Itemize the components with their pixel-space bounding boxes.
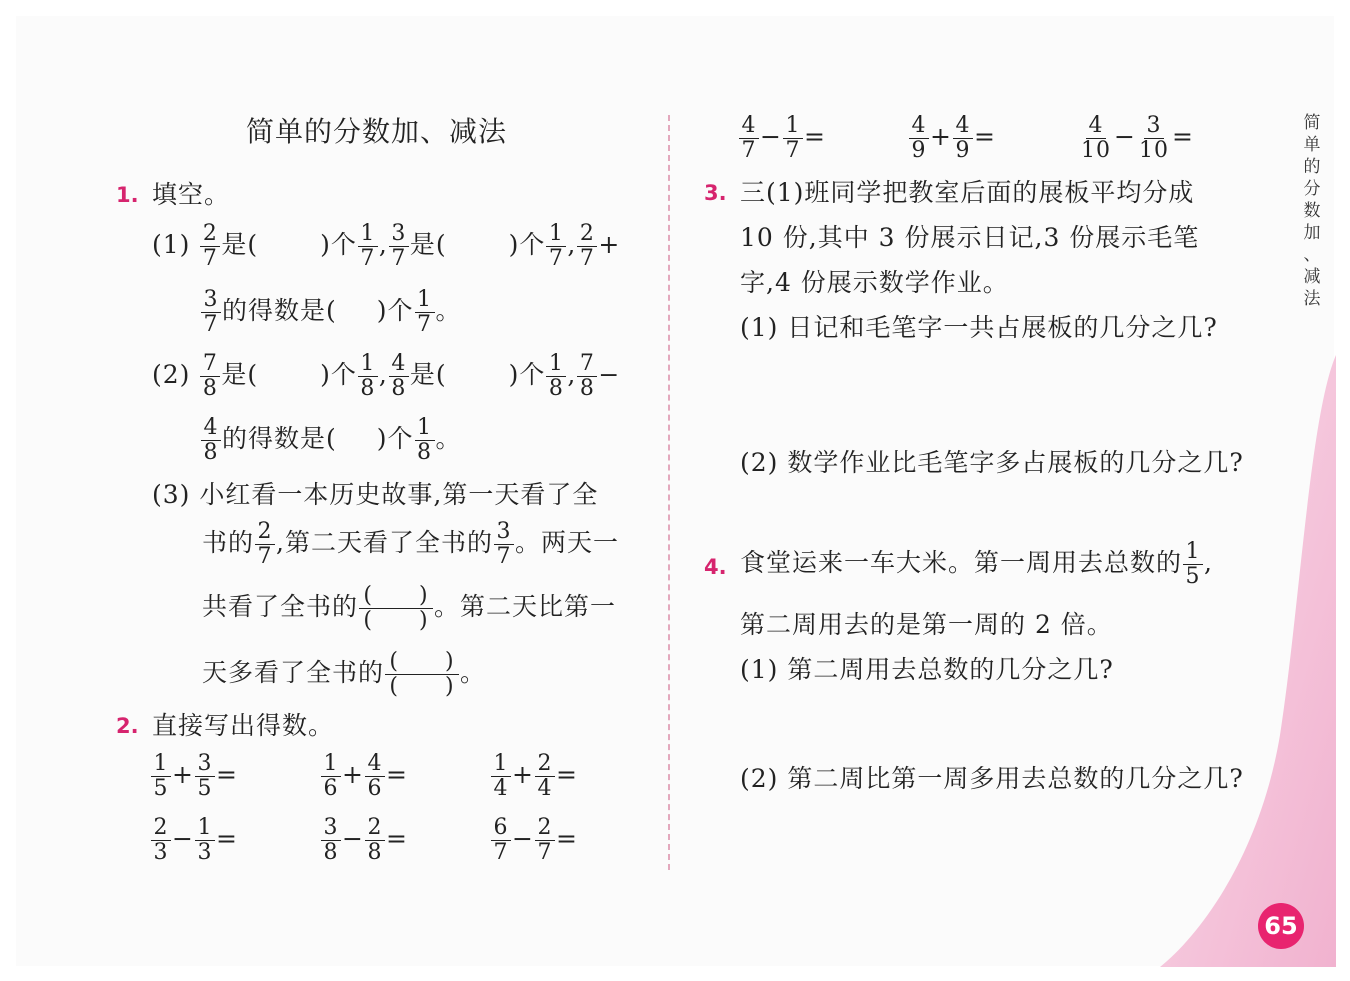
frac: $\frac{3}{7}$ (494, 520, 514, 569)
q3-sub1: (1) 日记和毛笔字一共占展板的几分之几? (740, 313, 1218, 342)
frac: $\frac{1}{5}$ (1183, 540, 1203, 589)
q2-expr: $\frac{4}{7}$ − $\frac{1}{7}$ = (738, 114, 826, 163)
q3-number: 3. (704, 181, 727, 205)
frac: $\frac{4}{8}$ (201, 416, 221, 465)
corner-decoration (1160, 355, 1336, 967)
q3-line3: 字,4 份展示数学作业。 (740, 268, 1009, 297)
q3-line2: 10 份,其中 3 份展示日记,3 份展示毛笔 (740, 223, 1200, 252)
frac: $\frac{1}{8}$ (415, 416, 435, 465)
page-title: 简单的分数加、减法 (246, 115, 508, 148)
frac: $\frac{2}{7}$ (255, 520, 275, 569)
q2-expr: $\frac{2}{3}$ − $\frac{1}{3}$ = (150, 816, 238, 865)
q2-expr: $\frac{3}{8}$ − $\frac{2}{8}$ = (320, 816, 408, 865)
q1-part3-line4: 天多看了全书的 $\frac{( )}{( )}$ 。 (202, 649, 487, 699)
frac: $\frac{7}{8}$ (577, 352, 597, 401)
column-divider (668, 115, 670, 870)
q1-part3-line3: 共看了全书的 $\frac{( )}{( )}$ 。第二天比第一 (202, 583, 617, 633)
frac: $\frac{1}{7}$ (546, 222, 566, 271)
q4-sub1: (1) 第二周用去总数的几分之几? (740, 655, 1114, 684)
q2-number: 2. (116, 714, 139, 738)
q1-number: 1. (116, 183, 139, 207)
answer-blank-fraction[interactable]: $\frac{( )}{( )}$ (385, 650, 459, 699)
frac: $\frac{3}{7}$ (389, 222, 409, 271)
frac: $\frac{7}{8}$ (200, 352, 220, 401)
q1-part3-line1: (3) 小红看一本历史故事,第一天看了全 (152, 480, 599, 509)
q2-expr: $\frac{6}{7}$ − $\frac{2}{7}$ = (490, 816, 578, 865)
q3-line1: 三(1)班同学把教室后面的展板平均分成 (740, 178, 1195, 207)
q4-sub2: (2) 第二周比第一周多用去总数的几分之几? (740, 764, 1244, 793)
q2-expr: $\frac{4}{9}$ + $\frac{4}{9}$ = (908, 114, 996, 163)
q1-part2-line1: (2) $\frac{7}{8}$ 是( )个 $\frac{1}{8}$ , $\frac{4}{8}$ 是( )个 $\frac{1}{8}$ , $\frac{7}{8}$ − (152, 351, 621, 401)
q1-part2-line2: $\frac{4}{8}$ 的得数是( )个 $\frac{1}{8}$ 。 (200, 416, 462, 465)
q2-expr: $\frac{1}{5}$ + $\frac{3}{5}$ = (150, 752, 238, 801)
q2-expr: $\frac{4}{10}$ − $\frac{3}{10}$ = (1081, 113, 1194, 163)
q4-number: 4. (704, 555, 727, 579)
q2-label: 直接写出得数。 (152, 711, 335, 740)
frac: $\frac{1}{7}$ (415, 288, 435, 337)
q2-expr: $\frac{1}{6}$ + $\frac{4}{6}$ = (320, 752, 408, 801)
q2-expr: $\frac{1}{4}$ + $\frac{2}{4}$ = (490, 752, 578, 801)
q3-sub2: (2) 数学作业比毛笔字多占展板的几分之几? (740, 448, 1244, 477)
frac: $\frac{1}{8}$ (546, 352, 566, 401)
side-section-label: 简 单 的 分 数 加 、 减 法 (1303, 113, 1321, 309)
page-number-badge: 65 (1258, 903, 1304, 949)
q1-label: 填空。 (152, 180, 231, 209)
q4-line1: 食堂运来一车大米。第一周用去总数的 $\frac{1}{5}$ , (740, 539, 1213, 589)
frac: $\frac{2}{7}$ (577, 222, 597, 271)
q1-part1-line2: $\frac{3}{7}$ 的得数是( )个 $\frac{1}{7}$ 。 (200, 288, 462, 337)
q4-line2: 第二周用去的是第一周的 2 倍。 (740, 610, 1113, 639)
q1-part3-line2: 书的 $\frac{2}{7}$ ,第二天看了全书的 $\frac{3}{7}$ 。两天一 (202, 519, 619, 569)
q1-part1-line1: (1) $\frac{2}{7}$ 是( )个 $\frac{1}{7}$ , $\frac{3}{7}$ 是( )个 $\frac{1}{7}$ , $\frac{2}{7}$ + (152, 221, 621, 271)
frac: $\frac{3}{7}$ (201, 288, 221, 337)
answer-blank-fraction[interactable]: $\frac{( )}{( )}$ (359, 584, 433, 633)
frac: $\frac{1}{7}$ (358, 222, 378, 271)
frac: $\frac{4}{8}$ (389, 352, 409, 401)
frac: $\frac{1}{8}$ (358, 352, 378, 401)
frac: $\frac{2}{7}$ (200, 222, 220, 271)
